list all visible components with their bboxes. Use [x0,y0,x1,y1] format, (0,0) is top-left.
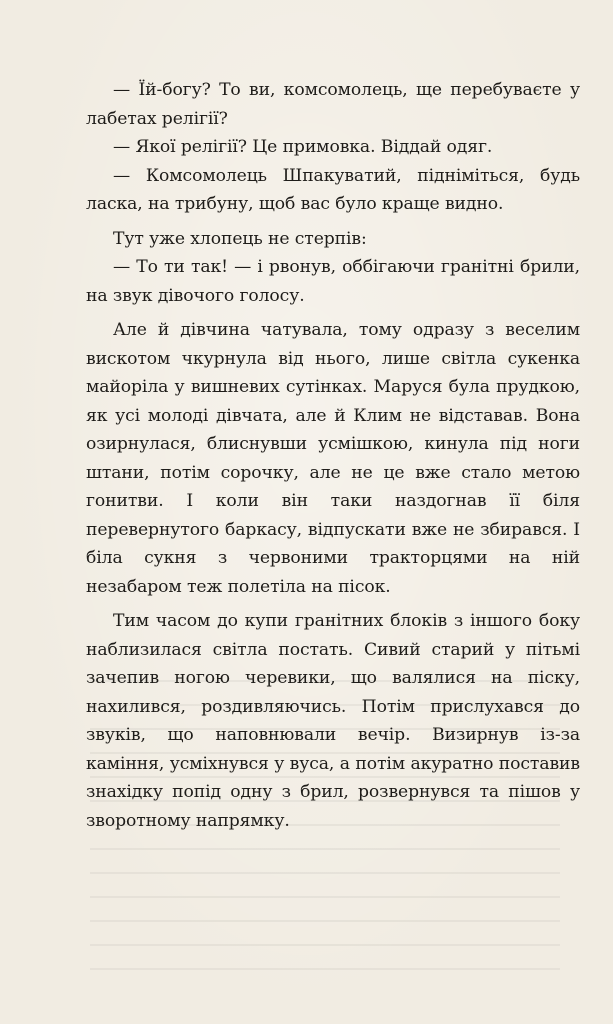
paragraph: Тим часом до купи гранітних блоків з іншого боку наблизилася світла постать. Сивий старий у пітьмі зачепив ногою черевики, що валялися на піску, нахилився, роздивляючись. Потім прислухався до звуків, що наповнювали вечір. Визирнув із-за каміння, усміхнувся у вуса, а потім акуратно поставив знахідку попід одну з брил, розвернувся та пішов у зворотному напрямку. [86,611,580,831]
paragraph: Але й дівчина чатувала, тому одразу з веселим вискотом чкурнула від нього, лише світла сукенка майоріла у вишневих сутінках. Маруся була прудкою, як усі молоді дівчата, але й Клим не відставав. Вона озирнулася, блиснувши усмішкою, кинула під ноги штани, потім сорочку, але не це вже стало метою гонитви. І коли він таки наздогнав її біля перевернутого баркасу, відпускати вже не збирався. І біла сукня з червоними тракторцями на ній незабаром теж полетіла на пісок. [86,320,580,597]
page-body-text [86,76,580,835]
dialogue-line: — Їй-богу? То ви, комсомолець, ще перебуваєте у лабетах релігії? [86,80,580,129]
dialogue-line: — То ти так! — і рвонув, оббігаючи гранітні брили, на звук дівочого голосу. [86,257,580,306]
dialogue-line: — Якої релігії? Це примовка. Віддай одяг. [113,137,493,157]
paragraph: Тут уже хлопець не стерпів: [113,228,367,249]
dialogue-line: — Комсомолець Шпакуватий, підніміться, будь ласка, на трибуну, щоб вас було краще видно. [86,165,580,214]
